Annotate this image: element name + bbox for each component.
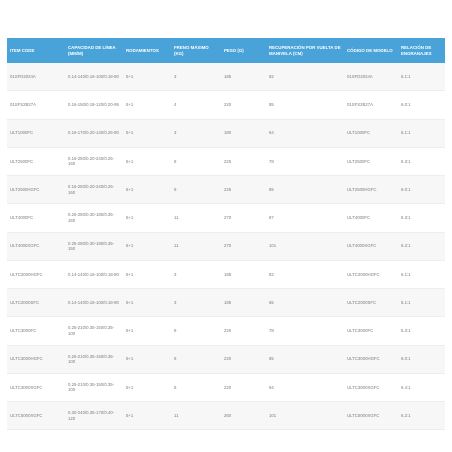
line-capacity-cell: 0.14-140/0.16-100/0.18-80: [65, 289, 123, 317]
model-code-cell: ULT1000FC: [344, 119, 398, 147]
weight-cell: 220: [221, 317, 266, 345]
gear-ratio-cell: 6.0:1: [398, 91, 445, 119]
bearings-cell: 5+1: [123, 119, 171, 147]
line-capacity-cell: 0.25-210/0.35-150/0.35-100: [65, 373, 123, 401]
model-code-cell: ULTC5000XGFC: [344, 402, 398, 430]
model-code-cell: 01SFD2024A: [344, 63, 398, 91]
bearings-cell: 5+1: [123, 204, 171, 232]
header-weight: PESO (G): [221, 38, 266, 63]
max-drag-cell: 3: [171, 119, 221, 147]
line-capacity-cell: 0.25-280/0.30-180/0.35-150: [65, 232, 123, 260]
item-code-cell: ULTC3000XGFC: [7, 373, 65, 401]
max-drag-cell: 9: [171, 317, 221, 345]
max-drag-cell: 3: [171, 63, 221, 91]
item-code-cell: ULT1000FC: [7, 119, 65, 147]
bearings-cell: 5+1: [123, 147, 171, 175]
retrieve-cell: 85: [266, 91, 344, 119]
model-code-cell: ULT2500FC: [344, 147, 398, 175]
max-drag-cell: 11: [171, 204, 221, 232]
spec-table-container: [7, 38, 445, 430]
model-code-cell: ULT2500HGFC: [344, 176, 398, 204]
header-line-capacity: CAPACIDAD DE LÍNEA (MM/M): [65, 38, 123, 63]
header-gear-ratio: RELACIÓN DE ENGRANAJES: [398, 38, 445, 63]
weight-cell: 225: [221, 176, 266, 204]
line-capacity-cell: 0.16-250/0.20-240/0.25-160: [65, 147, 123, 175]
bearings-cell: 5+1: [123, 289, 171, 317]
line-capacity-cell: 0.25-210/0.35-150/0.35-100: [65, 317, 123, 345]
retrieve-cell: 87: [266, 204, 344, 232]
max-drag-cell: 11: [171, 232, 221, 260]
table-row: [7, 289, 445, 317]
bearings-cell: 5+1: [123, 260, 171, 288]
spec-table: [7, 38, 445, 430]
gear-ratio-cell: 5.3:1: [398, 317, 445, 345]
bearings-cell: 5+1: [123, 402, 171, 430]
model-code-cell: ULTC3000XGFC: [344, 373, 398, 401]
header-max-drag: FRENO MÁXIMO (KG): [171, 38, 221, 63]
bearings-cell: 5+1: [123, 176, 171, 204]
bearings-cell: 5+1: [123, 232, 171, 260]
max-drag-cell: 9: [171, 345, 221, 373]
table-header: [7, 38, 445, 63]
line-capacity-cell: 0.16-170/0.20-140/0.25-80: [65, 119, 123, 147]
table-row: [7, 204, 445, 232]
retrieve-cell: 82: [266, 63, 344, 91]
gear-ratio-cell: 6.0:1: [398, 345, 445, 373]
item-code-cell: ULT2500HGFC: [7, 176, 65, 204]
weight-cell: 270: [221, 232, 266, 260]
table-row: [7, 63, 445, 91]
weight-cell: 185: [221, 63, 266, 91]
header-item-code: ITEM CODE: [7, 38, 65, 63]
bearings-cell: 5+1: [123, 317, 171, 345]
retrieve-cell: 94: [266, 373, 344, 401]
gear-ratio-cell: 5.3:1: [398, 147, 445, 175]
table-row: [7, 317, 445, 345]
table-row: [7, 373, 445, 401]
gear-ratio-cell: 5.1:1: [398, 289, 445, 317]
table-row: [7, 260, 445, 288]
retrieve-cell: 85: [266, 345, 344, 373]
table-row: [7, 345, 445, 373]
item-code-cell: ULT4000XGFC: [7, 232, 65, 260]
item-code-cell: ULTC2000HGFC: [7, 260, 65, 288]
table-row: [7, 402, 445, 430]
gear-ratio-cell: 6.1:1: [398, 260, 445, 288]
weight-cell: 270: [221, 204, 266, 232]
model-code-cell: ULTC3000HGFC: [344, 345, 398, 373]
gear-ratio-cell: 6.4:1: [398, 373, 445, 401]
bearings-cell: 5+1: [123, 63, 171, 91]
retrieve-cell: 78: [266, 317, 344, 345]
table-row: [7, 232, 445, 260]
weight-cell: 180: [221, 119, 266, 147]
max-drag-cell: 9: [171, 176, 221, 204]
item-code-cell: ULT4000FC: [7, 204, 65, 232]
retrieve-cell: 82: [266, 260, 344, 288]
model-code-cell: ULT4000FC: [344, 204, 398, 232]
item-code-cell: ULTC5000XGFC: [7, 402, 65, 430]
model-code-cell: 01SFS2B27A: [344, 91, 398, 119]
gear-ratio-cell: 6.2:1: [398, 232, 445, 260]
weight-cell: 220: [221, 373, 266, 401]
item-code-cell: 01SFD2024A: [7, 63, 65, 91]
model-code-cell: ULTC3000FC: [344, 317, 398, 345]
line-capacity-cell: 0.16-150/0.18-120/0.20-95: [65, 91, 123, 119]
header-row: [7, 38, 445, 63]
gear-ratio-cell: 6.1:1: [398, 63, 445, 91]
line-capacity-cell: 0.14-140/0.16-100/0.18-80: [65, 63, 123, 91]
retrieve-cell: 101: [266, 402, 344, 430]
retrieve-cell: 85: [266, 176, 344, 204]
table-row: [7, 119, 445, 147]
header-bearings: RODAMIENTOS: [123, 38, 171, 63]
model-code-cell: ULT4000XGFC: [344, 232, 398, 260]
max-drag-cell: 3: [171, 260, 221, 288]
max-drag-cell: 3: [171, 289, 221, 317]
item-code-cell: ULTC3000HGFC: [7, 345, 65, 373]
weight-cell: 185: [221, 260, 266, 288]
item-code-cell: ULTC3000FC: [7, 317, 65, 345]
item-code-cell: ULTC2000SFC: [7, 289, 65, 317]
item-code-cell: 01SFS2B27A: [7, 91, 65, 119]
bearings-cell: 5+1: [123, 345, 171, 373]
max-drag-cell: 9: [171, 373, 221, 401]
line-capacity-cell: 0.14-140/0.16-100/0.18-80: [65, 260, 123, 288]
table-row: [7, 147, 445, 175]
weight-cell: 260: [221, 402, 266, 430]
weight-cell: 220: [221, 91, 266, 119]
table-row: [7, 176, 445, 204]
line-capacity-cell: 0.25-210/0.35-150/0.35-100: [65, 345, 123, 373]
retrieve-cell: 78: [266, 147, 344, 175]
item-code-cell: ULT2500FC: [7, 147, 65, 175]
bearings-cell: 5+1: [123, 373, 171, 401]
retrieve-cell: 64: [266, 119, 344, 147]
header-retrieve-per-turn: RECUPERACIÓN POR VUELTA DE MANIVELA (CM): [266, 38, 344, 63]
bearings-cell: 5+1: [123, 91, 171, 119]
retrieve-cell: 101: [266, 232, 344, 260]
gear-ratio-cell: 6.0:1: [398, 176, 445, 204]
model-code-cell: ULTC2000HGFC: [344, 260, 398, 288]
line-capacity-cell: 0.25-280/0.30-180/0.35-150: [65, 204, 123, 232]
line-capacity-cell: 0.30-240/0.35-170/0.40-120: [65, 402, 123, 430]
max-drag-cell: 11: [171, 402, 221, 430]
line-capacity-cell: 0.16-250/0.20-240/0.25-160: [65, 176, 123, 204]
max-drag-cell: 4: [171, 91, 221, 119]
weight-cell: 220: [221, 345, 266, 373]
table-body: [7, 63, 445, 430]
weight-cell: 225: [221, 147, 266, 175]
weight-cell: 185: [221, 289, 266, 317]
header-model-code: CÓDIGO DE MODELO: [344, 38, 398, 63]
retrieve-cell: 65: [266, 289, 344, 317]
gear-ratio-cell: 6.2:1: [398, 402, 445, 430]
max-drag-cell: 9: [171, 147, 221, 175]
gear-ratio-cell: 6.1:1: [398, 119, 445, 147]
table-row: [7, 91, 445, 119]
model-code-cell: ULTC2000SFC: [344, 289, 398, 317]
gear-ratio-cell: 5.3:1: [398, 204, 445, 232]
